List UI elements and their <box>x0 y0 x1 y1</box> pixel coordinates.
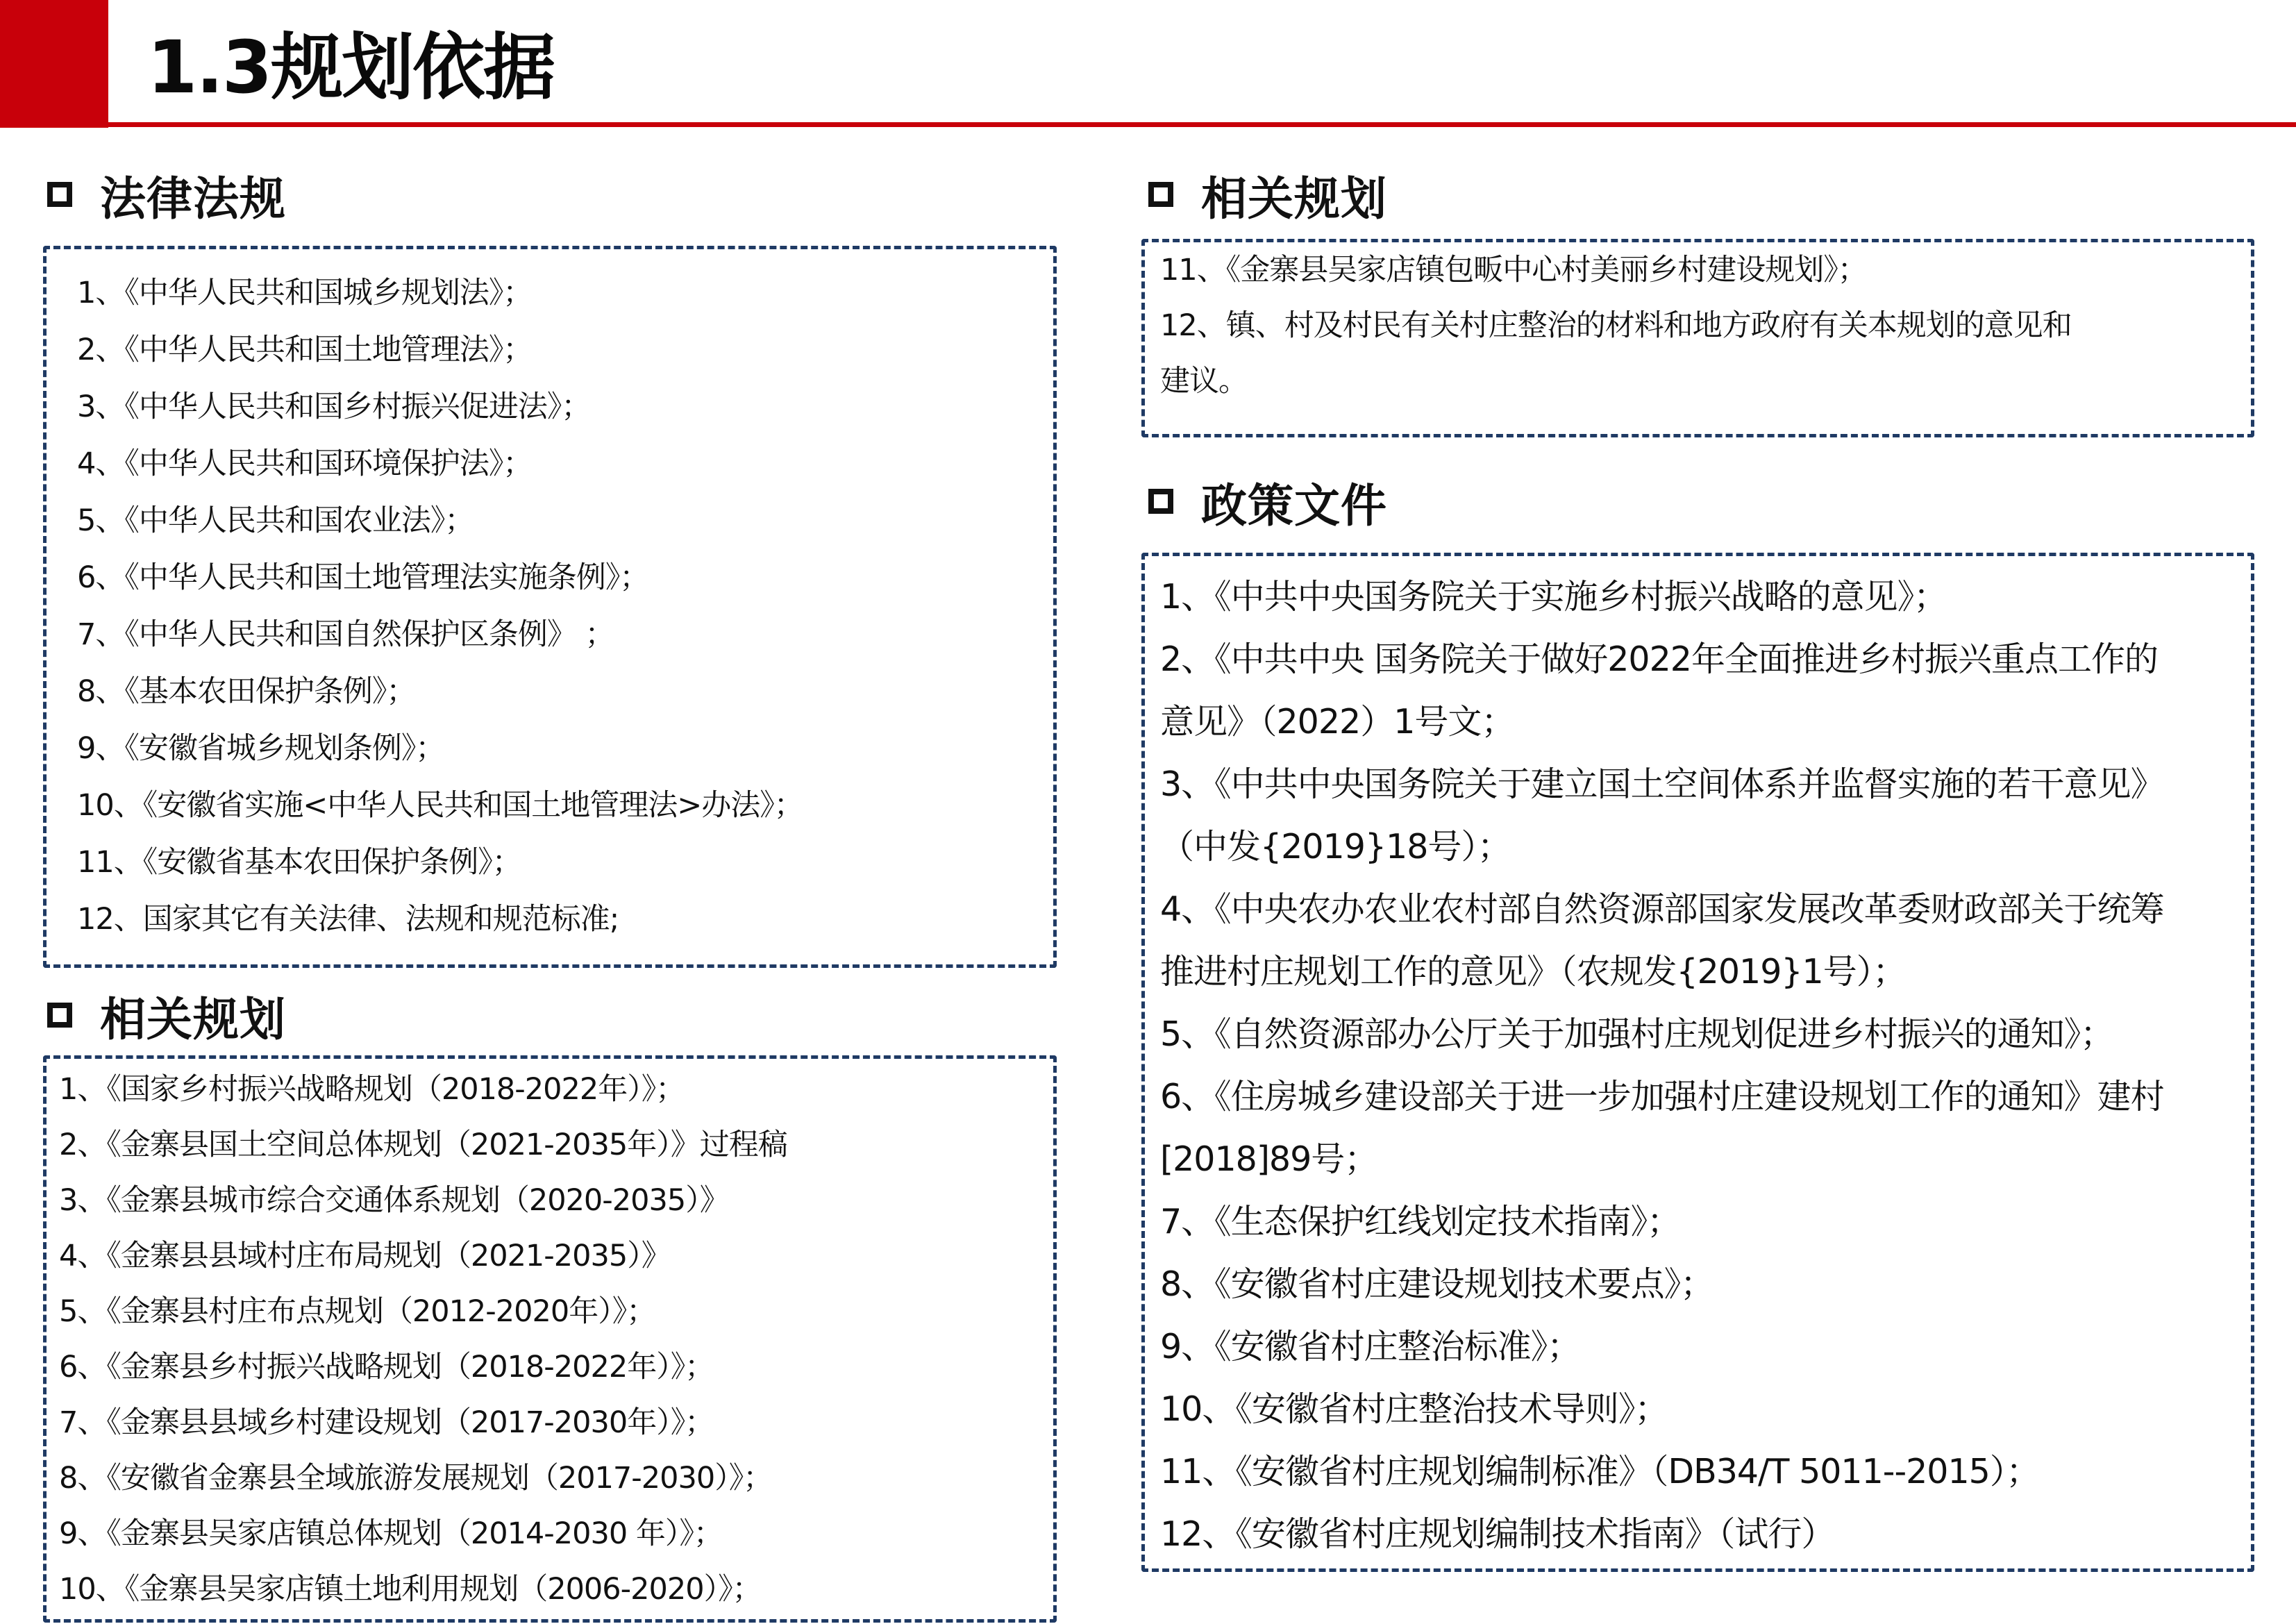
policies-heading-text: 政策文件 <box>1201 478 1387 533</box>
plans-left-list-box <box>43 1055 1057 1623</box>
plans-left-heading-text: 相关规划 <box>100 992 286 1046</box>
plans-right-list-box <box>1141 239 2254 437</box>
list-item: 意见》（2022）1号文； <box>1160 702 1515 742</box>
header-divider <box>108 122 2296 127</box>
list-item: 5、《金寨县村庄布点规划（2012-2020年）》； <box>59 1294 656 1329</box>
laws-heading-text: 法律法规 <box>100 171 286 226</box>
policies-section-heading <box>1148 467 1387 536</box>
list-item: 2、《中华人民共和国土地管理法》； <box>77 333 533 367</box>
list-item: 10、《安徽省实施<中华人民共和国土地管理法>办法》； <box>77 788 803 823</box>
list-item: 8、《安徽省村庄建设规划技术要点》； <box>1160 1264 1714 1304</box>
list-item: 9、《安徽省城乡规划条例》； <box>77 731 445 766</box>
page-title: 1.3规划依据 <box>147 25 555 110</box>
list-item: 6、《住房城乡建设部关于进一步加强村庄建设规划工作的通知》建村 <box>1160 1077 2164 1116</box>
policies-list-box <box>1141 553 2254 1572</box>
plans-left-list <box>59 1062 1053 1617</box>
checkbox-square-icon <box>1148 182 1173 207</box>
list-item: 8、《安徽省金寨县全域旅游发展规划（2017-2030）》； <box>59 1461 773 1496</box>
list-item: 12、国家其它有关法律、法规和规范标准; <box>77 902 619 937</box>
list-item: 7、《金寨县县域乡村建设规划（2017-2030年）》； <box>59 1405 714 1440</box>
list-item: 11、《金寨县吴家店镇包畈中心村美丽乡村建设规划》； <box>1160 253 1867 287</box>
list-item: 7、《中华人民共和国自然保护区条例》 ； <box>77 617 614 652</box>
list-item: 2、《中共中央 国务院关于做好2022年全面推进乡村振兴重点工作的 <box>1160 639 2158 679</box>
list-item: 11、《安徽省基本农田保护条例》； <box>77 845 521 880</box>
laws-list-box <box>43 246 1057 968</box>
list-item: 5、《自然资源部办公厅关于加强村庄规划促进乡村振兴的通知》； <box>1160 1014 2114 1054</box>
list-item: 4、《中华人民共和国环境保护法》； <box>77 446 533 481</box>
list-item: 1、《国家乡村振兴战略规划（2018-2022年）》； <box>59 1072 685 1107</box>
list-item: 7、《生态保护红线划定技术指南》； <box>1160 1202 1681 1241</box>
checkbox-square-icon <box>1148 489 1173 514</box>
list-item: 建议。 <box>1160 364 1248 399</box>
list-item: 4、《中央农办农业农村部自然资源部国家发展改革委财政部关于统筹 <box>1160 889 2164 929</box>
list-item: 9、《金寨县吴家店镇总体规划（2014-2030 年）》； <box>59 1516 723 1551</box>
list-item: 5、《中华人民共和国农业法》； <box>77 503 474 538</box>
list-item: 6、《金寨县乡村振兴战略规划（2018-2022年）》； <box>59 1350 714 1384</box>
list-item: 1、《中华人民共和国城乡规划法》； <box>77 276 533 310</box>
plans-right-list <box>1160 242 2251 409</box>
list-item: 推进村庄规划工作的意见》（农规发{2019}1号）； <box>1160 952 1907 991</box>
list-item: 2、《金寨县国土空间总体规划（2021-2035年）》过程稿 <box>59 1128 787 1162</box>
list-item: 3、《金寨县城市综合交通体系规划（2020-2035）》 <box>59 1183 729 1218</box>
policies-list <box>1160 566 2251 1566</box>
laws-list <box>77 265 1053 948</box>
checkbox-square-icon <box>47 182 72 207</box>
plans-right-section-heading <box>1148 160 1387 229</box>
list-item: 6、《中华人民共和国土地管理法实施条例》； <box>77 560 649 595</box>
list-item: [2018]89号； <box>1160 1139 1378 1179</box>
list-item: 3、《中共中央国务院关于建立国土空间体系并监督实施的若干意见》 <box>1160 764 2164 804</box>
header-accent-block <box>0 0 108 128</box>
plans-right-heading-text: 相关规划 <box>1201 171 1387 226</box>
list-item: 3、《中华人民共和国乡村振兴促进法》； <box>77 390 591 424</box>
list-item: （中发{2019}18号）； <box>1160 827 1511 867</box>
list-item: 9、《安徽省村庄整治标准》； <box>1160 1327 1581 1366</box>
list-item: 12、镇、村及村民有关村庄整治的材料和地方政府有关本规划的意见和 <box>1160 308 2072 343</box>
list-item: 10、《金寨县吴家店镇土地利用规划（2006-2020）》； <box>59 1572 762 1607</box>
list-item: 1、《中共中央国务院关于实施乡村振兴战略的意见》； <box>1160 577 1947 617</box>
list-item: 4、《金寨县县域村庄布局规划（2021-2035）》 <box>59 1239 671 1273</box>
list-item: 8、《基本农田保护条例》； <box>77 674 416 709</box>
list-item: 10、《安徽省村庄整治技术导则》； <box>1160 1389 1668 1429</box>
laws-section-heading <box>47 160 286 229</box>
plans-left-section-heading <box>47 980 286 1050</box>
list-item: 12、《安徽省村庄规划编制技术指南》（试行） <box>1160 1514 1835 1554</box>
list-item: 11、《安徽省村庄规划编制标准》（DB34/T 5011--2015）； <box>1160 1452 2040 1491</box>
checkbox-square-icon <box>47 1003 72 1028</box>
